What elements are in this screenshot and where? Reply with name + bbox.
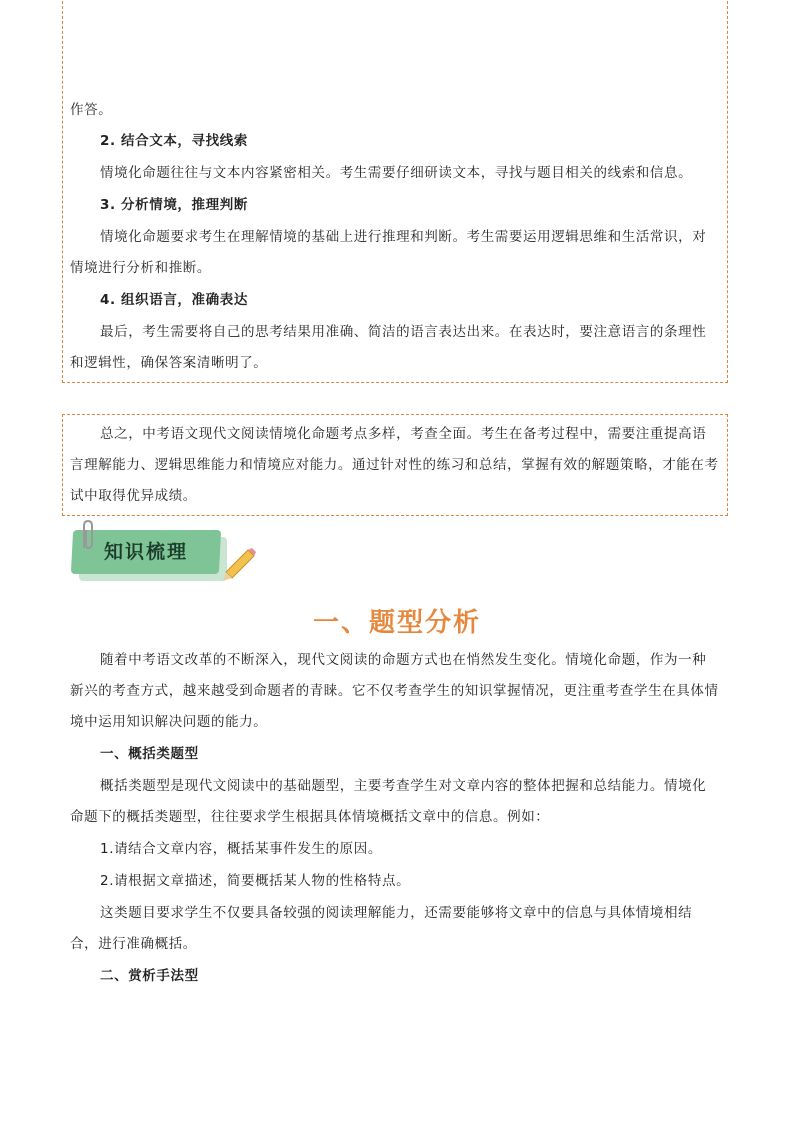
intro-paragraph: 随着中考语文改革的不断深入，现代文阅读的命题方式也在悄然发生变化。情境化命题，作为一种新兴的考查方式，越来越受到命题者的青睐。它不仅考查学生的知识掌握情况，更注重考查学生在具体情境中运用知识解决问题的能力。 [70,652,719,730]
paragraph-summarize: 概括类题型是现代文阅读中的基础题型，主要考查学生对文章内容的整体把握和总结能力。情境化命题下的概括类题型，往往要求学生根据具体情境概括文章中的信息。例如： [70,778,707,825]
paragraph-2: 情境化命题往往与文本内容紧密相关。考生需要仔细研读文本，寻找与题目相关的线索和信息。 [100,165,693,181]
paragraph-note: 这类题目要求学生不仅要具备较强的阅读理解能力，还需要能够将文章中的信息与具体情境相结合，进行准确概括。 [70,905,693,952]
subheading-2: 2. 结合文本，寻找线索 [100,133,248,149]
section-title: 一、题型分析 [312,608,481,638]
example-1: 1.请结合文章内容，概括某事件发生的原因。 [100,841,382,857]
badge-label: 知识梳理 [103,541,188,563]
paragraph-4: 最后，考生需要将自己的思考结果用准确、简洁的语言表达出来。在表达时，要注意语言的条理性和逻辑性，确保答案清晰明了。 [70,324,707,371]
paragraph-3: 情境化命题要求考生在理解情境的基础上进行推理和判断。考生需要运用逻辑思维和生活常识，对情境进行分析和推断。 [70,229,707,276]
heading-summarize: 一、概括类题型 [100,746,199,762]
subheading-3: 3. 分析情境，推理判断 [100,197,248,213]
subheading-4: 4. 组织语言，准确表达 [100,292,248,308]
paperclip-icon [76,518,100,552]
example-2: 2.请根据文章描述，简要概括某人物的性格特点。 [100,873,411,889]
continued-line: 作答。 [70,102,113,118]
pencil-icon [218,546,258,586]
heading-appreciation: 二、赏析手法型 [100,968,199,984]
summary-paragraph: 总之，中考语文现代文阅读情境化命题考点多样，考查全面。考生在备考过程中，需要注重提高语言理解能力、逻辑思维能力和情境应对能力。通过针对性的练习和总结，掌握有效的解题策略，才能在考试中取得优异成绩。 [70,426,719,504]
